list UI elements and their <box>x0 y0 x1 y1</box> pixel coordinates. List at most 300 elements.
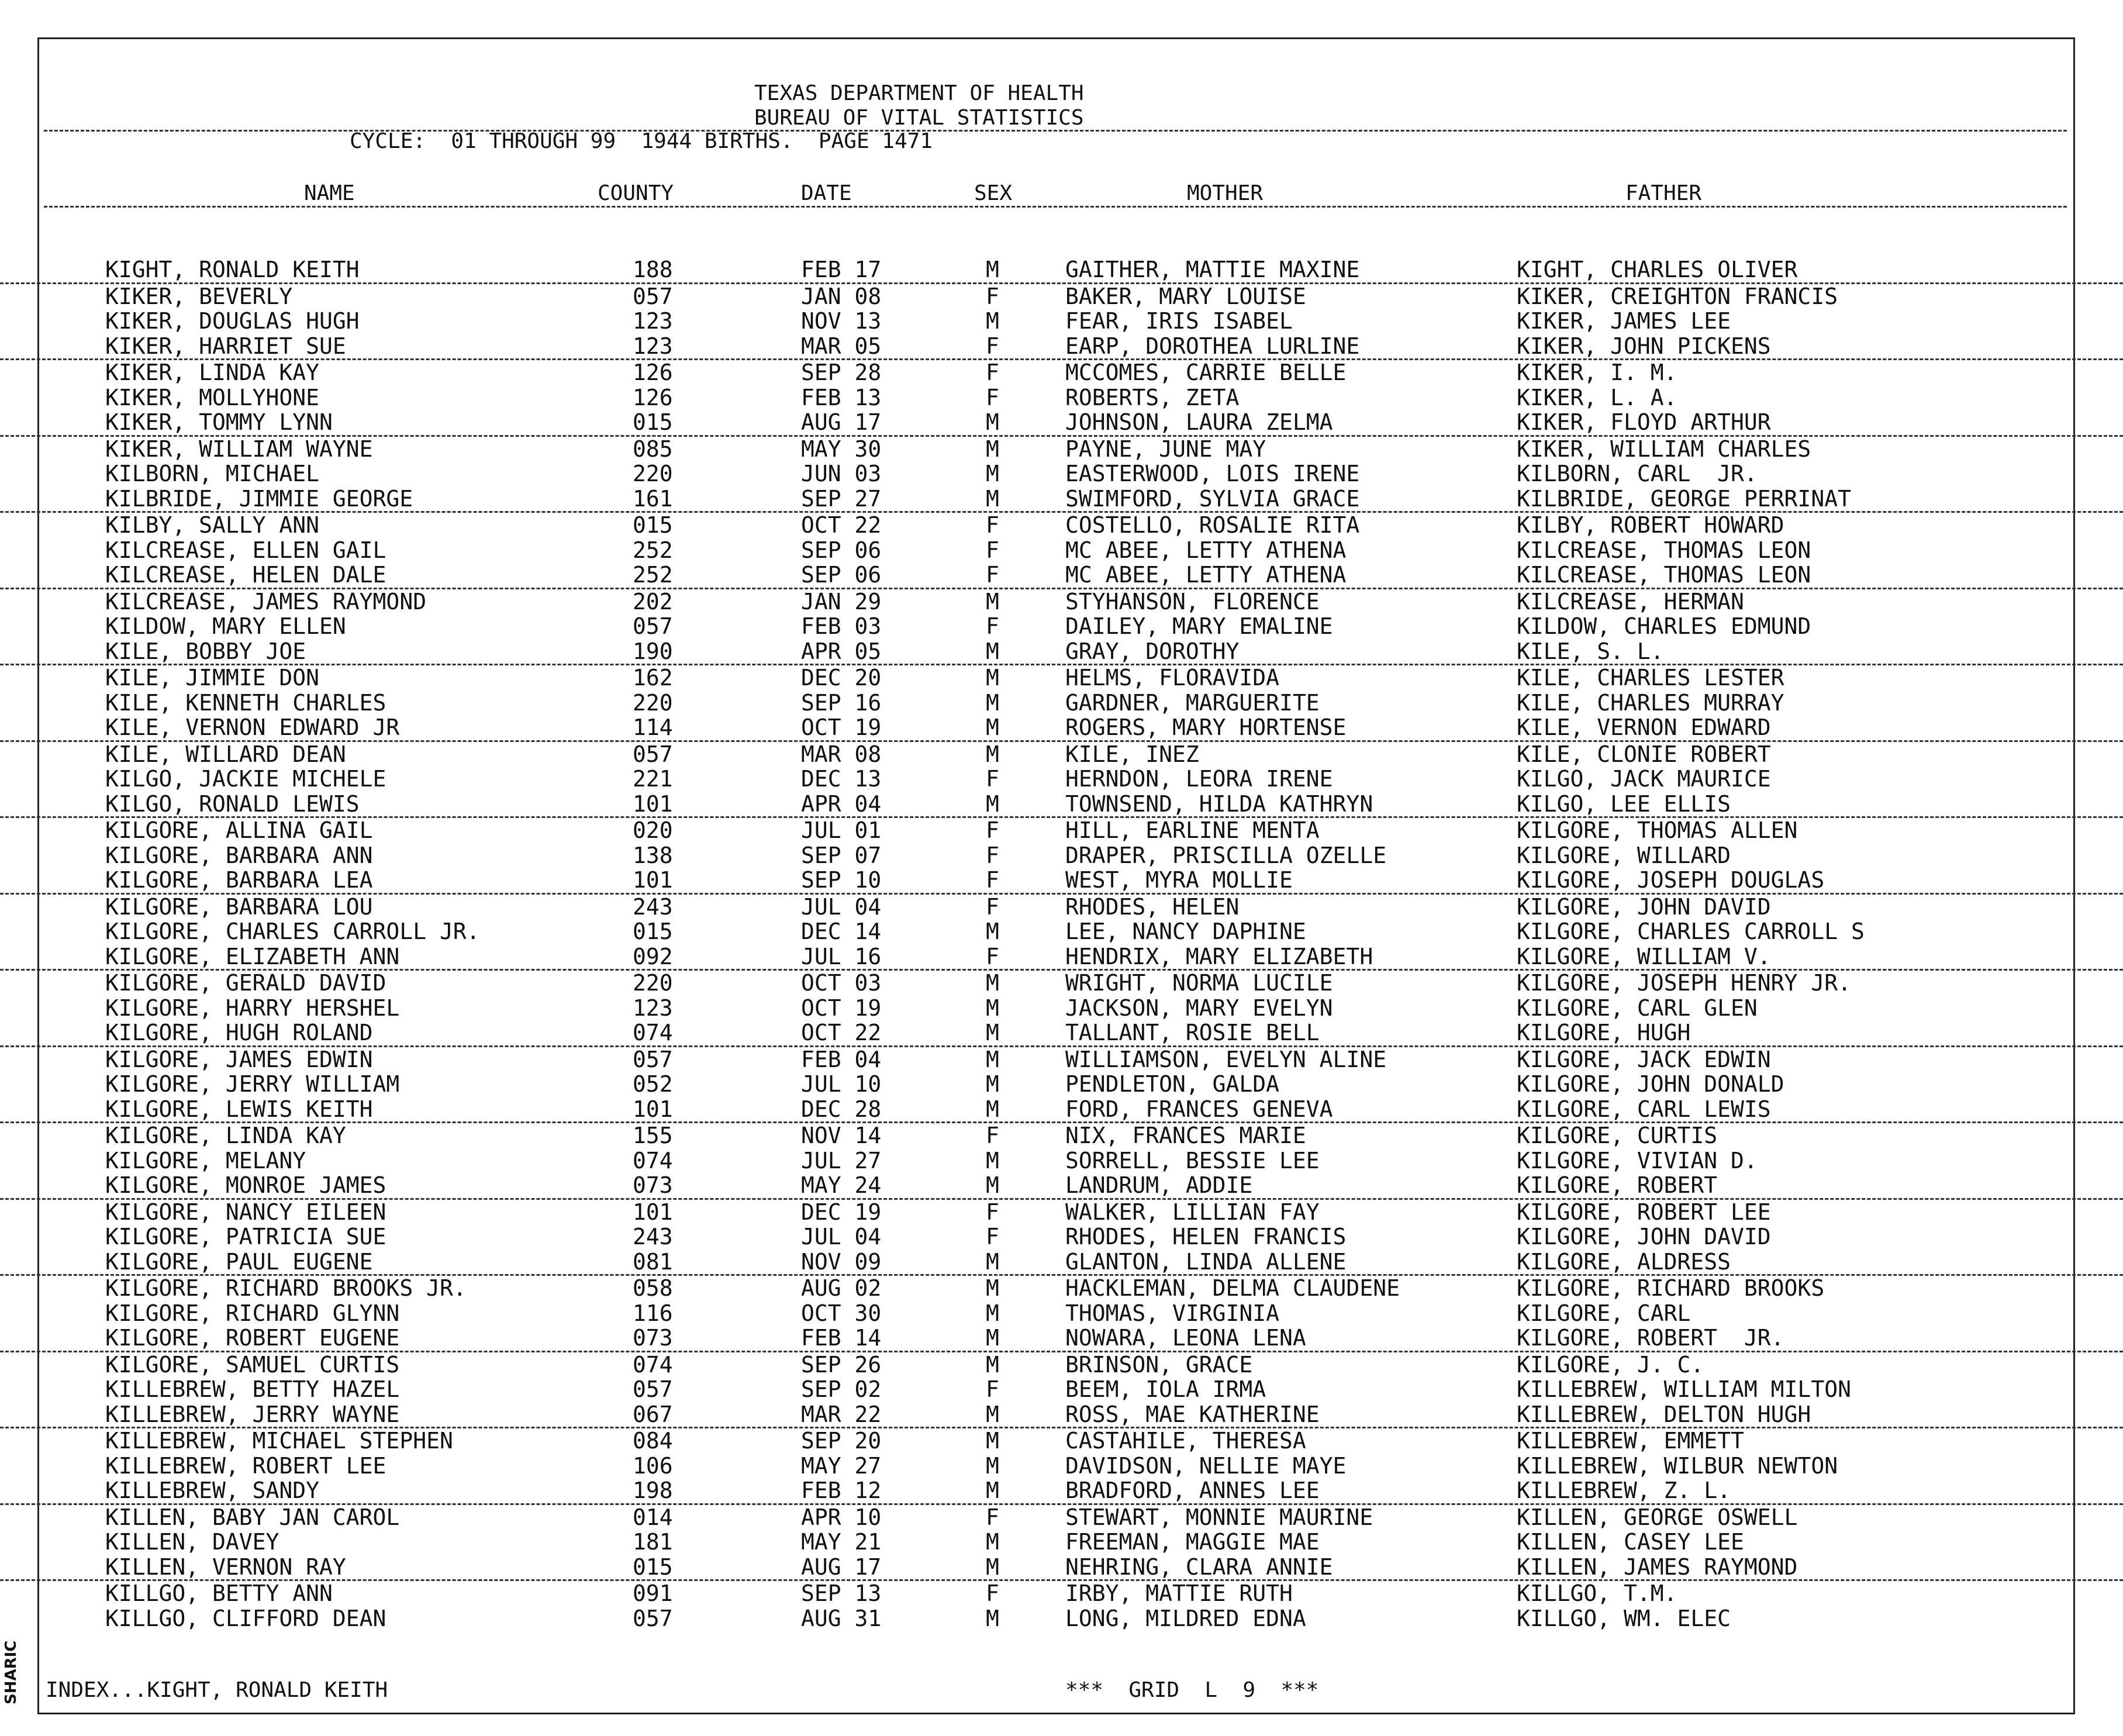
cell-father: KILGORE, ROBERT <box>1517 1172 1718 1198</box>
cell-name: KILGORE, JERRY WILLIAM <box>105 1071 400 1097</box>
cell-county: 057 <box>633 741 673 767</box>
cell-county: 202 <box>633 588 673 615</box>
cell-county: 085 <box>633 436 673 462</box>
cell-name: KIKER, DOUGLAS HUGH <box>105 308 360 334</box>
cell-name: KILLEN, DAVEY <box>105 1529 279 1555</box>
cell-sex: F <box>986 1580 999 1606</box>
cell-mother: MC ABEE, LETTY ATHENA <box>1065 562 1347 588</box>
cell-mother: COSTELLO, ROSALIE RITA <box>1065 512 1360 538</box>
cell-father: KILGORE, RICHARD BROOKS <box>1517 1275 1825 1301</box>
cell-county: 123 <box>633 308 673 334</box>
col-header-mother: MOTHER <box>1187 181 1264 205</box>
cell-county: 074 <box>633 1351 673 1378</box>
cell-father: KILGORE, HUGH <box>1517 1020 1691 1045</box>
table-row <box>0 410 2123 437</box>
cell-sex: F <box>986 512 999 538</box>
col-header-name: NAME <box>304 181 355 205</box>
cell-date: JAN 29 <box>801 588 882 615</box>
cell-sex: M <box>986 970 999 996</box>
table-row <box>0 385 2123 410</box>
cell-name: KILLGO, CLIFFORD DEAN <box>105 1605 386 1631</box>
cell-county: 091 <box>633 1580 673 1606</box>
cell-date: AUG 17 <box>801 1554 882 1580</box>
footer-index: INDEX...KIGHT, RONALD KEITH <box>46 1678 388 1702</box>
cell-name: KILLGO, BETTY ANN <box>105 1580 333 1606</box>
cell-father: KIKER, FLOYD ARTHUR <box>1517 409 1771 435</box>
cell-county: 101 <box>633 1199 673 1225</box>
cell-mother: RHODES, HELEN FRANCIS <box>1065 1224 1347 1250</box>
cell-county: 161 <box>633 485 673 512</box>
cell-sex: M <box>986 588 999 615</box>
cell-mother: STEWART, MONNIE MAURINE <box>1065 1504 1373 1530</box>
cell-county: 057 <box>633 1376 673 1402</box>
table-row <box>0 1250 2123 1276</box>
cell-date: SEP 16 <box>801 689 882 716</box>
cell-sex: F <box>986 283 999 309</box>
cell-mother: SORRELL, BESSIE LEE <box>1065 1147 1320 1174</box>
cell-county: 058 <box>633 1275 673 1301</box>
cell-name: KIKER, TOMMY LYNN <box>105 409 333 435</box>
cell-mother: BEEM, IOLA IRMA <box>1065 1376 1266 1402</box>
cell-date: MAY 21 <box>801 1529 882 1555</box>
cell-county: 123 <box>633 995 673 1021</box>
cell-name: KILGORE, MONROE JAMES <box>105 1172 386 1198</box>
table-row <box>0 461 2123 486</box>
cell-date: AUG 02 <box>801 1275 882 1301</box>
cell-father: KILGORE, ROBERT JR. <box>1517 1325 1784 1351</box>
cell-date: DEC 20 <box>801 665 882 691</box>
cell-county: 074 <box>633 1020 673 1045</box>
cell-sex: M <box>986 257 999 282</box>
cell-county: 057 <box>633 283 673 309</box>
cell-mother: MC ABEE, LETTY ATHENA <box>1065 537 1347 563</box>
cell-mother: JOHNSON, LAURA ZELMA <box>1065 409 1333 435</box>
table-row <box>0 1402 2123 1429</box>
cell-mother: EASTERWOOD, LOIS IRENE <box>1065 461 1360 486</box>
table-row <box>0 1377 2123 1402</box>
cell-name: KILGORE, LINDA KAY <box>105 1123 346 1148</box>
cell-father: KILE, CHARLES MURRAY <box>1517 689 1784 716</box>
cell-father: KILGORE, WILLIAM V. <box>1517 943 1771 969</box>
cell-sex: M <box>986 1147 999 1174</box>
cell-sex: M <box>986 1275 999 1301</box>
cell-sex: F <box>986 537 999 563</box>
cell-sex: F <box>986 562 999 588</box>
cell-date: FEB 14 <box>801 1325 882 1351</box>
cell-sex: M <box>986 461 999 486</box>
cell-father: KILGORE, JACK EDWIN <box>1517 1046 1771 1072</box>
cell-date: FEB 13 <box>801 384 882 410</box>
cell-mother: CASTAHILE, THERESA <box>1065 1428 1306 1454</box>
cell-mother: SWIMFORD, SYLVIA GRACE <box>1065 485 1360 512</box>
cell-father: KILGORE, JOSEPH HENRY JR. <box>1517 970 1851 996</box>
cell-father: KILGORE, ROBERT LEE <box>1517 1199 1771 1225</box>
cell-county: 126 <box>633 360 673 385</box>
cell-county: 116 <box>633 1300 673 1326</box>
cell-mother: BAKER, MARY LOUISE <box>1065 283 1306 309</box>
cell-mother: WEST, MYRA MOLLIE <box>1065 867 1293 893</box>
cell-name: KILE, VERNON EDWARD JR <box>105 715 400 740</box>
cell-father: KILGORE, CARL LEWIS <box>1517 1096 1771 1122</box>
cell-mother: NIX, FRANCES MARIE <box>1065 1123 1306 1148</box>
table-row <box>0 792 2123 819</box>
cell-name: KILE, JIMMIE DON <box>105 665 320 691</box>
cell-father: KILE, VERNON EDWARD <box>1517 715 1771 740</box>
cell-county: 114 <box>633 715 673 740</box>
cell-date: SEP 06 <box>801 537 882 563</box>
cell-date: DEC 19 <box>801 1199 882 1225</box>
col-header-county: COUNTY <box>598 181 674 205</box>
table-row <box>0 1020 2123 1047</box>
table-row <box>0 1047 2123 1072</box>
cell-mother: HELMS, FLORAVIDA <box>1065 665 1280 691</box>
cell-county: 252 <box>633 562 673 588</box>
cell-mother: RHODES, HELEN <box>1065 893 1240 920</box>
cell-county: 014 <box>633 1504 673 1530</box>
cell-father: KILBY, ROBERT HOWARD <box>1517 512 1784 538</box>
cell-sex: F <box>986 867 999 893</box>
cell-mother: GAITHER, MATTIE MAXINE <box>1065 257 1360 282</box>
cell-father: KIKER, JAMES LEE <box>1517 308 1731 334</box>
table-row <box>0 562 2123 589</box>
cell-county: 123 <box>633 333 673 359</box>
table-row <box>0 818 2123 843</box>
cell-sex: M <box>986 1351 999 1378</box>
cell-father: KILCREASE, THOMAS LEON <box>1517 537 1811 563</box>
table-row <box>0 742 2123 767</box>
cell-sex: F <box>986 360 999 385</box>
cell-date: FEB 04 <box>801 1046 882 1072</box>
cell-date: SEP 10 <box>801 867 882 893</box>
cell-county: 015 <box>633 512 673 538</box>
cell-county: 126 <box>633 384 673 410</box>
cell-county: 015 <box>633 409 673 435</box>
cell-county: 220 <box>633 461 673 486</box>
cell-father: KILLEN, JAMES RAYMOND <box>1517 1554 1798 1580</box>
cell-sex: M <box>986 1428 999 1454</box>
cell-county: 057 <box>633 613 673 639</box>
cell-father: KILGORE, VIVIAN D. <box>1517 1147 1758 1174</box>
table-row <box>0 1454 2123 1479</box>
table-row <box>0 919 2123 944</box>
table-row <box>0 1555 2123 1582</box>
cell-sex: M <box>986 1071 999 1097</box>
cell-sex: M <box>986 689 999 716</box>
cell-sex: F <box>986 943 999 969</box>
table-row <box>0 589 2123 615</box>
cell-father: KILGO, JACK MAURICE <box>1517 766 1771 792</box>
table-row <box>0 944 2123 971</box>
cell-date: SEP 27 <box>801 485 882 512</box>
cell-sex: M <box>986 1325 999 1351</box>
cell-name: KILCREASE, JAMES RAYMOND <box>105 588 427 615</box>
cell-sex: F <box>986 1199 999 1225</box>
cell-date: FEB 03 <box>801 613 882 639</box>
cell-mother: LONG, MILDRED EDNA <box>1065 1605 1306 1631</box>
cell-father: KIKER, L. A. <box>1517 384 1677 410</box>
cell-name: KIKER, MOLLYHONE <box>105 384 320 410</box>
cell-mother: NOWARA, LEONA LENA <box>1065 1325 1306 1351</box>
cell-date: OCT 19 <box>801 995 882 1021</box>
cell-county: 092 <box>633 943 673 969</box>
cell-county: 067 <box>633 1401 673 1427</box>
cell-father: KILLEBREW, EMMETT <box>1517 1428 1744 1454</box>
cell-date: FEB 12 <box>801 1478 882 1503</box>
cell-sex: M <box>986 715 999 740</box>
cell-name: KILGO, RONALD LEWIS <box>105 791 360 817</box>
cell-name: KIGHT, RONALD KEITH <box>105 257 360 282</box>
cell-father: KILGORE, ALDRESS <box>1517 1248 1731 1275</box>
cell-sex: M <box>986 1020 999 1045</box>
cell-father: KILLEBREW, DELTON HUGH <box>1517 1401 1811 1427</box>
cell-name: KILLEN, VERNON RAY <box>105 1554 346 1580</box>
cell-name: KILGORE, LEWIS KEITH <box>105 1096 373 1122</box>
cell-name: KILCREASE, ELLEN GAIL <box>105 537 386 563</box>
cell-county: 220 <box>633 689 673 716</box>
cell-mother: MCCOMES, CARRIE BELLE <box>1065 360 1347 385</box>
cell-sex: F <box>986 893 999 920</box>
cell-date: FEB 17 <box>801 257 882 282</box>
cell-father: KILGORE, JOHN DONALD <box>1517 1071 1784 1097</box>
cell-father: KILGORE, J. C. <box>1517 1351 1704 1378</box>
cell-sex: F <box>986 333 999 359</box>
cell-county: 243 <box>633 1224 673 1250</box>
cell-father: KILGORE, THOMAS ALLEN <box>1517 817 1798 843</box>
cell-date: JUL 10 <box>801 1071 882 1097</box>
cell-name: KILGO, JACKIE MICHELE <box>105 766 386 792</box>
cell-date: OCT 03 <box>801 970 882 996</box>
cell-sex: F <box>986 842 999 868</box>
cell-name: KILGORE, RICHARD BROOKS JR. <box>105 1275 467 1301</box>
cell-name: KILE, BOBBY JOE <box>105 638 306 664</box>
cell-mother: ROBERTS, ZETA <box>1065 384 1240 410</box>
cell-county: 101 <box>633 867 673 893</box>
cell-name: KILGORE, HUGH ROLAND <box>105 1020 373 1045</box>
cell-county: 221 <box>633 766 673 792</box>
table-row <box>0 715 2123 742</box>
cell-county: 252 <box>633 537 673 563</box>
cell-mother: FREEMAN, MAGGIE MAE <box>1065 1529 1320 1555</box>
cell-father: KILE, CLONIE ROBERT <box>1517 741 1771 767</box>
cell-father: KIKER, WILLIAM CHARLES <box>1517 436 1811 462</box>
col-header-father: FATHER <box>1625 181 1702 205</box>
cell-sex: M <box>986 409 999 435</box>
cell-name: KIKER, HARRIET SUE <box>105 333 346 359</box>
cell-name: KILBY, SALLY ANN <box>105 512 320 538</box>
cell-sex: M <box>986 638 999 664</box>
cell-sex: M <box>986 1046 999 1072</box>
cell-mother: DRAPER, PRISCILLA OZELLE <box>1065 842 1387 868</box>
cell-sex: F <box>986 1224 999 1250</box>
cell-name: KILGORE, NANCY EILEEN <box>105 1199 386 1225</box>
cell-county: 243 <box>633 893 673 920</box>
cell-mother: TOWNSEND, HILDA KATHRYN <box>1065 791 1373 817</box>
table-row <box>0 1505 2123 1530</box>
cell-mother: HERNDON, LEORA IRENE <box>1065 766 1333 792</box>
cell-father: KILGORE, CARL <box>1517 1300 1691 1326</box>
cell-date: APR 05 <box>801 638 882 664</box>
cell-name: KILGORE, JAMES EDWIN <box>105 1046 373 1072</box>
table-row <box>0 895 2123 920</box>
birth-records-table <box>0 257 2123 1631</box>
cell-county: 190 <box>633 638 673 664</box>
table-row <box>0 1097 2123 1124</box>
cell-name: KILGORE, BARBARA LEA <box>105 867 373 893</box>
cell-date: OCT 30 <box>801 1300 882 1326</box>
cell-father: KILGORE, CURTIS <box>1517 1123 1718 1148</box>
cell-name: KILGORE, MELANY <box>105 1147 306 1174</box>
cell-father: KILLGO, T.M. <box>1517 1580 1677 1606</box>
table-row <box>0 1326 2123 1352</box>
cell-name: KILLEBREW, JERRY WAYNE <box>105 1401 400 1427</box>
cell-name: KILCREASE, HELEN DALE <box>105 562 386 588</box>
cell-mother: FEAR, IRIS ISABEL <box>1065 308 1293 334</box>
cell-sex: F <box>986 1504 999 1530</box>
cell-sex: M <box>986 1478 999 1503</box>
cell-sex: F <box>986 817 999 843</box>
cell-county: 188 <box>633 257 673 282</box>
table-row <box>0 1530 2123 1555</box>
cell-mother: WILLIAMSON, EVELYN ALINE <box>1065 1046 1387 1072</box>
cell-mother: LEE, NANCY DAPHINE <box>1065 919 1306 944</box>
cell-mother: ROSS, MAE KATHERINE <box>1065 1401 1320 1427</box>
cell-name: KILGORE, BARBARA LOU <box>105 893 373 920</box>
col-header-date: DATE <box>801 181 852 205</box>
cell-name: KILGORE, PATRICIA SUE <box>105 1224 386 1250</box>
cell-name: KILGORE, ELIZABETH ANN <box>105 943 400 969</box>
cell-father: KILLEBREW, Z. L. <box>1517 1478 1731 1503</box>
table-row <box>0 996 2123 1021</box>
cell-father: KILGORE, JOSEPH DOUGLAS <box>1517 867 1825 893</box>
cell-mother: DAVIDSON, NELLIE MAYE <box>1065 1452 1347 1479</box>
table-row <box>0 1352 2123 1378</box>
table-row <box>0 1148 2123 1174</box>
table-row <box>0 1200 2123 1225</box>
cycle-line: CYCLE: 01 THROUGH 99 1944 BIRTHS. PAGE 1471 <box>350 129 933 153</box>
cell-name: KIKER, LINDA KAY <box>105 360 320 385</box>
cell-date: SEP 20 <box>801 1428 882 1454</box>
cell-mother: IRBY, MATTIE RUTH <box>1065 1580 1293 1606</box>
table-row <box>0 1224 2123 1250</box>
cell-county: 101 <box>633 1096 673 1122</box>
bureau-title: BUREAU OF VITAL STATISTICS <box>754 106 1084 130</box>
cell-father: KILLGO, WM. ELEC <box>1517 1605 1731 1631</box>
cell-father: KILLEN, CASEY LEE <box>1517 1529 1744 1555</box>
cell-date: JUN 03 <box>801 461 882 486</box>
cell-county: 057 <box>633 1046 673 1072</box>
table-row <box>0 665 2123 691</box>
cell-mother: THOMAS, VIRGINIA <box>1065 1300 1280 1326</box>
cell-county: 057 <box>633 1605 673 1631</box>
footer-grid: *** GRID L 9 *** <box>1065 1678 1319 1702</box>
cell-father: KILBRIDE, GEORGE PERRINAT <box>1517 485 1851 512</box>
cell-date: MAY 27 <box>801 1452 882 1479</box>
cell-sex: M <box>986 741 999 767</box>
cell-sex: M <box>986 1172 999 1198</box>
cell-father: KILGORE, CHARLES CARROLL S <box>1517 919 1865 944</box>
cell-sex: M <box>986 995 999 1021</box>
cell-sex: M <box>986 791 999 817</box>
cell-date: JUL 04 <box>801 893 882 920</box>
cell-father: KILLEBREW, WILBUR NEWTON <box>1517 1452 1838 1479</box>
table-row <box>0 1606 2123 1631</box>
cell-sex: F <box>986 1123 999 1148</box>
cell-county: 198 <box>633 1478 673 1503</box>
cell-mother: PAYNE, JUNE MAY <box>1065 436 1266 462</box>
cell-date: SEP 26 <box>801 1351 882 1378</box>
cell-date: JUL 27 <box>801 1147 882 1174</box>
cell-date: SEP 07 <box>801 842 882 868</box>
cell-name: KILGORE, CHARLES CARROLL JR. <box>105 919 480 944</box>
cell-date: DEC 28 <box>801 1096 882 1122</box>
cell-name: KILGORE, BARBARA ANN <box>105 842 373 868</box>
cell-name: KILGORE, ROBERT EUGENE <box>105 1325 400 1351</box>
cell-mother: STYHANSON, FLORENCE <box>1065 588 1320 615</box>
table-row <box>0 639 2123 666</box>
cell-father: KILDOW, CHARLES EDMUND <box>1517 613 1811 639</box>
cell-county: 015 <box>633 919 673 944</box>
cell-mother: JACKSON, MARY EVELYN <box>1065 995 1333 1021</box>
table-row <box>0 971 2123 996</box>
cell-date: JAN 08 <box>801 283 882 309</box>
cell-sex: F <box>986 384 999 410</box>
cell-father: KILCREASE, HERMAN <box>1517 588 1744 615</box>
cell-mother: HACKLEMAN, DELMA CLAUDENE <box>1065 1275 1400 1301</box>
cell-sex: M <box>986 1554 999 1580</box>
cell-county: 052 <box>633 1071 673 1097</box>
cell-mother: ROGERS, MARY HORTENSE <box>1065 715 1347 740</box>
cell-name: KILGORE, HARRY HERSHEL <box>105 995 400 1021</box>
cell-sex: M <box>986 485 999 512</box>
cell-name: KILLEBREW, MICHAEL STEPHEN <box>105 1428 453 1454</box>
cell-father: KILBORN, CARL JR. <box>1517 461 1758 486</box>
cell-county: 020 <box>633 817 673 843</box>
cell-mother: GLANTON, LINDA ALLENE <box>1065 1248 1347 1275</box>
cell-date: OCT 22 <box>801 512 882 538</box>
cell-name: KILGORE, ALLINA GAIL <box>105 817 373 843</box>
cell-father: KILGORE, JOHN DAVID <box>1517 1224 1771 1250</box>
cell-county: 015 <box>633 1554 673 1580</box>
table-row <box>0 1478 2123 1505</box>
table-row <box>0 868 2123 895</box>
cell-father: KILE, CHARLES LESTER <box>1517 665 1784 691</box>
cell-name: KIKER, BEVERLY <box>105 283 293 309</box>
table-row <box>0 309 2123 334</box>
cell-mother: WRIGHT, NORMA LUCILE <box>1065 970 1333 996</box>
table-row <box>0 538 2123 563</box>
cell-date: SEP 28 <box>801 360 882 385</box>
cell-county: 081 <box>633 1248 673 1275</box>
cell-sex: M <box>986 1248 999 1275</box>
cell-name: KILGORE, SAMUEL CURTIS <box>105 1351 400 1378</box>
cell-father: KILGO, LEE ELLIS <box>1517 791 1731 817</box>
cell-sex: M <box>986 665 999 691</box>
cell-father: KIKER, I. M. <box>1517 360 1677 385</box>
table-row <box>0 614 2123 639</box>
cell-sex: M <box>986 1096 999 1122</box>
cell-sex: M <box>986 919 999 944</box>
cell-county: 138 <box>633 842 673 868</box>
cell-father: KILLEBREW, WILLIAM MILTON <box>1517 1376 1851 1402</box>
table-row <box>0 1428 2123 1454</box>
cell-date: MAR 08 <box>801 741 882 767</box>
cell-county: 106 <box>633 1452 673 1479</box>
cell-mother: LANDRUM, ADDIE <box>1065 1172 1253 1198</box>
cell-sex: M <box>986 1605 999 1631</box>
cell-name: KILGORE, RICHARD GLYNN <box>105 1300 400 1326</box>
cell-mother: FORD, FRANCES GENEVA <box>1065 1096 1333 1122</box>
cell-mother: GRAY, DOROTHY <box>1065 638 1240 664</box>
